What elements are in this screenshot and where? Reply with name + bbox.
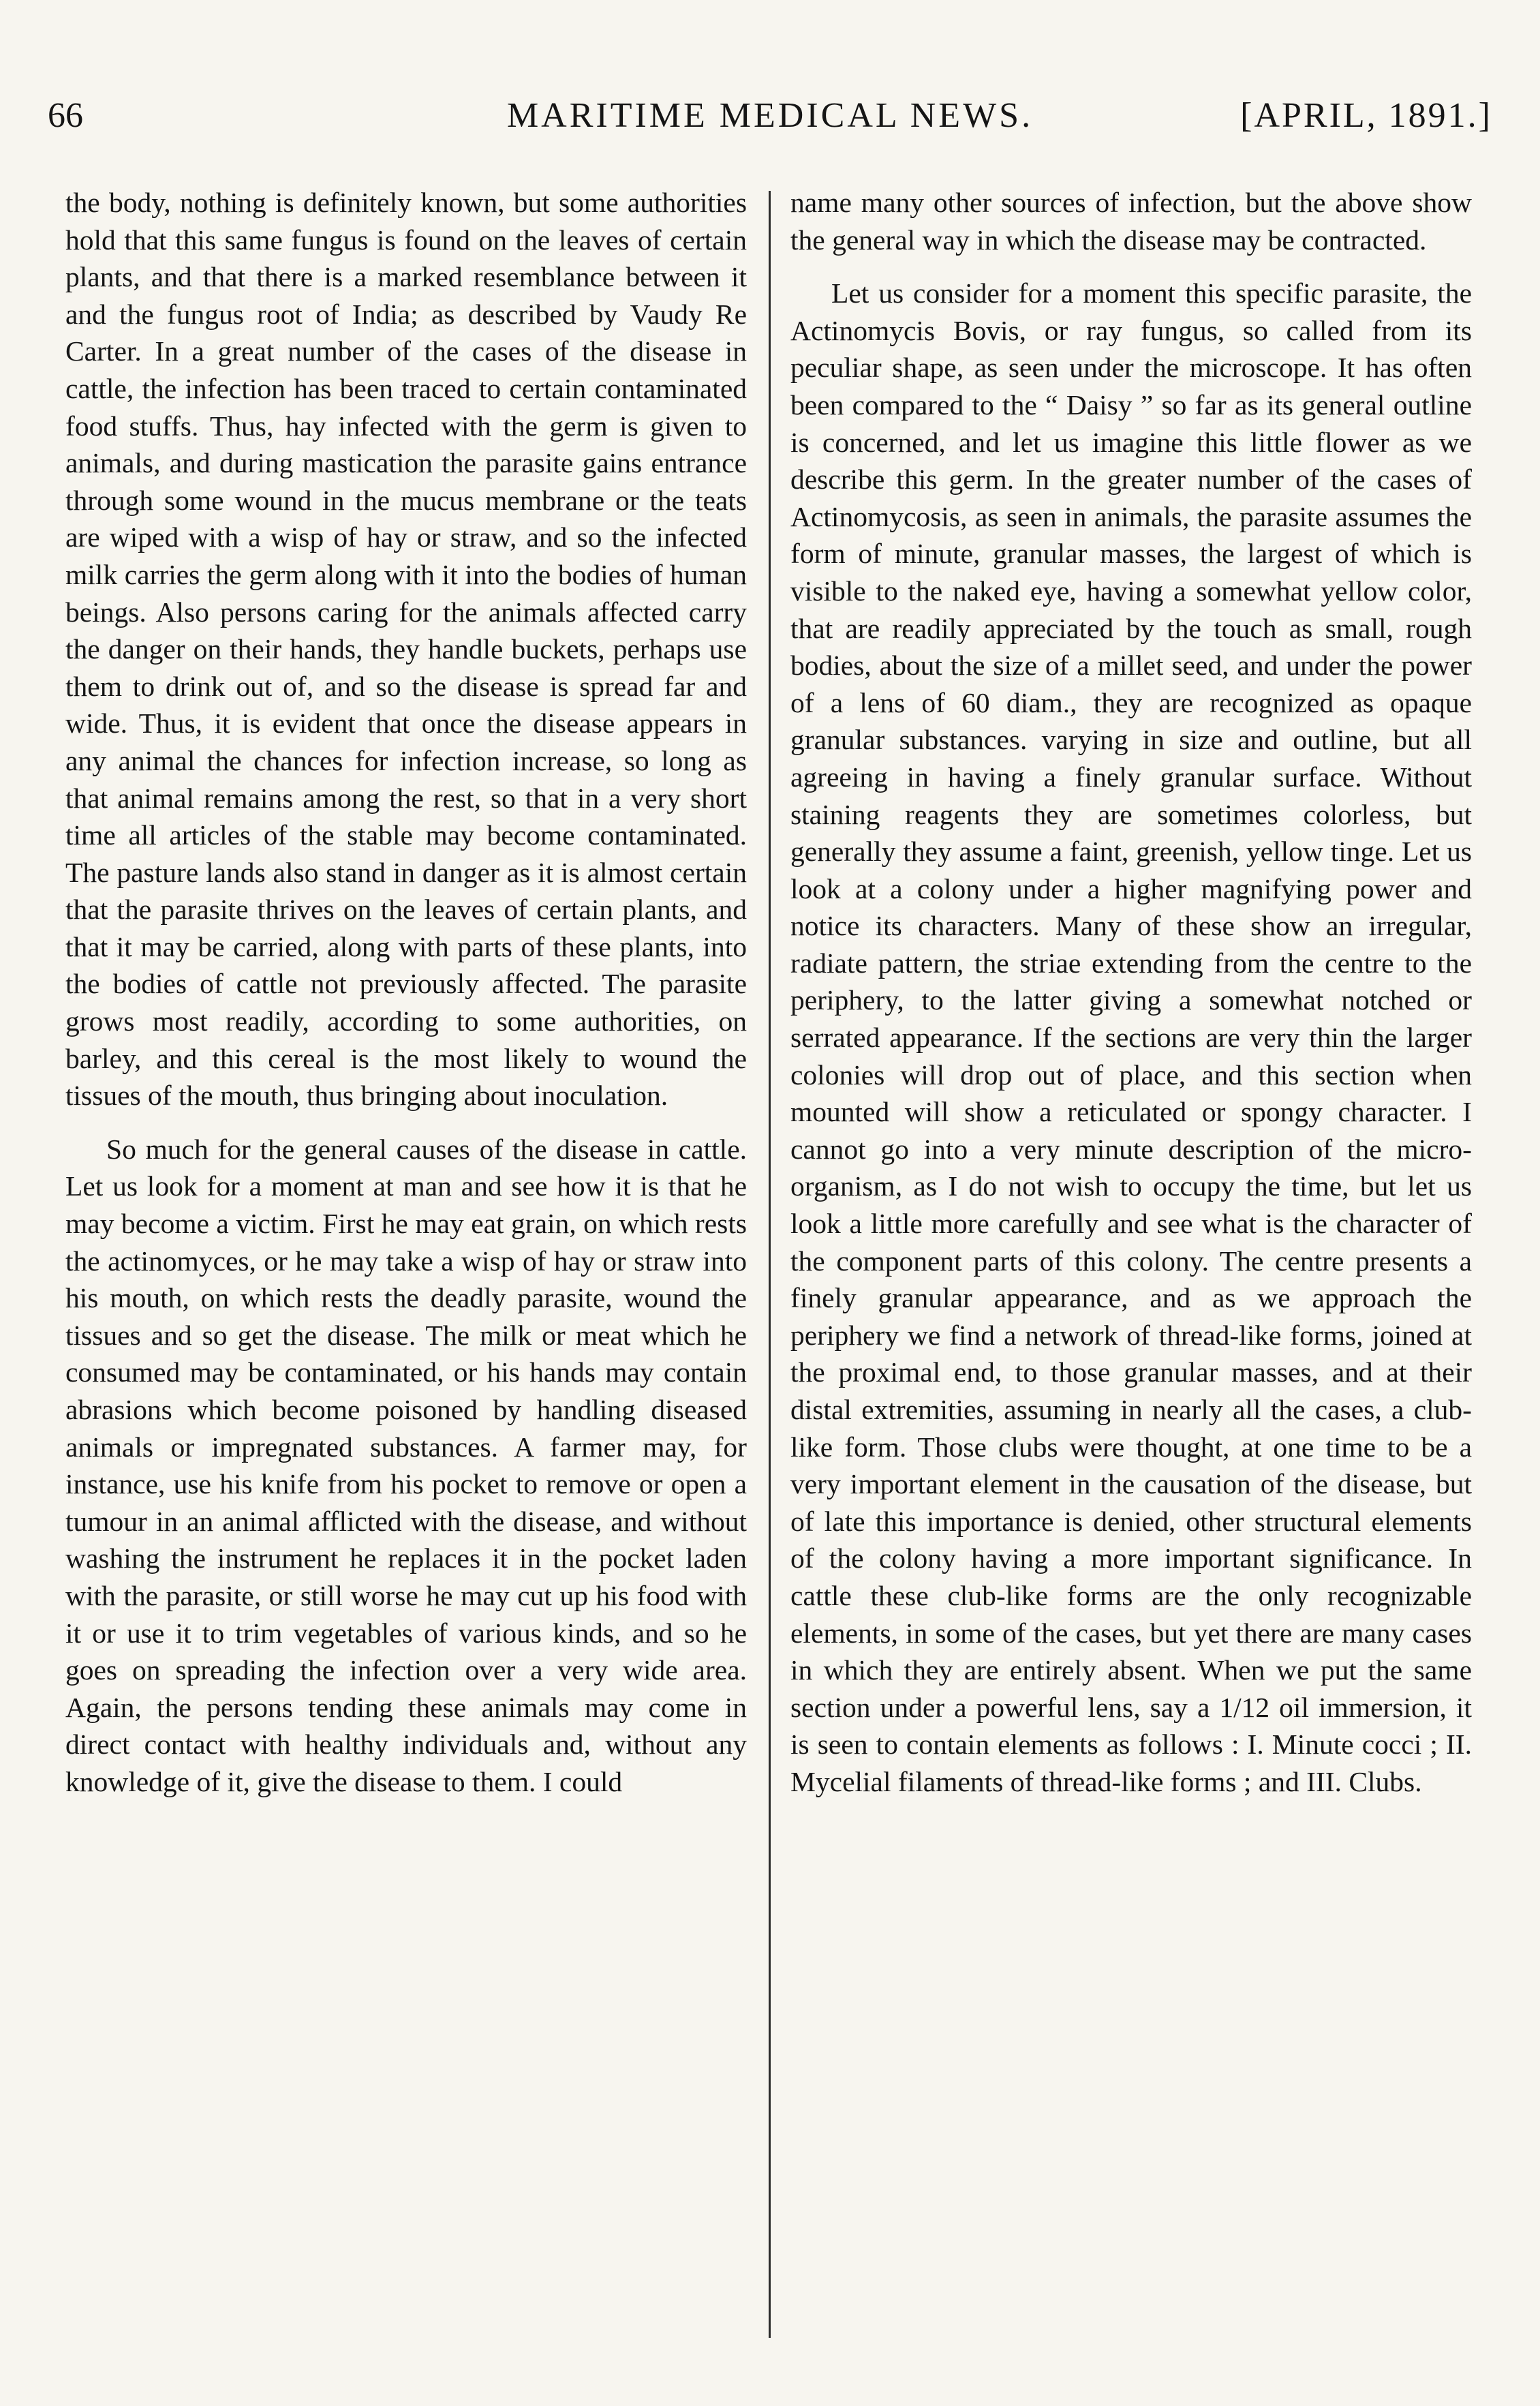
left-column: [65, 184, 747, 2351]
left-paragraph-1: the body, nothing is definitely known, but some authorities hold that this same fungus is found on the leaves of certain plants, and that there is a marked resemblance between it and the fungus root of India; as described by Vaudy Re Carter. In a great number of the cases of the disease in cattle, the infection has been traced to certain contaminated food stuffs. Thus, hay infected with the germ is given to animals, and during mastication the parasite gains entrance through some wound in the mucus membrane or the teats are wiped with a wisp of hay or straw, and so the infected milk carries the germ along with it into the bodies of human beings. Also persons caring for the animals affected carry the danger on their hands, they handle buckets, perhaps use them to drink out of, and so the disease is spread far and wide. Thus, it is evident that once the disease appears in any animal the chances for infection increase, so long as that animal remains among the rest, so that in a very short time all articles of the stable may become contaminated. The pasture lands also stand in danger as it is almost certain that the parasite thrives on the leaves of certain plants, and that it may be carried, along with parts of these plants, into the bodies of cattle not previously affected. The parasite grows most readily, according to some authorities, on barley, and this cereal is the most likely to wound the tissues of the mouth, thus bringing about inoculation.: [65, 187, 747, 1112]
right-paragraph-1: name many other sources of infection, but the above show the general way in which the disease may be contracted.: [790, 187, 1472, 256]
page-number: 66: [48, 96, 83, 135]
page-header: [48, 95, 1492, 157]
journal-title: MARITIME MEDICAL NEWS.: [506, 96, 1034, 135]
right-column: [790, 184, 1472, 2351]
right-paragraph-2: Let us consider for a moment this specific parasite, the Actinomycis Bovis, or ray fungus, so called from its peculiar shape, as seen under the microscope. It has often been compared to the “ Daisy ” so far as its general outline is concerned, and let us imagine this little flower as we describe this germ. In the greater number of the cases of Actinomycosis, as seen in animals, the parasite assumes the form of minute, granular masses, the largest of which is visible to the naked eye, having a somewhat yellow color, that are readily appreciated by the touch as small, rough bodies, about the size of a millet seed, and under the power of a lens of 60 diam., they are recognized as opaque granular substances. varying in size and outline, but all agreeing in having a finely granular surface. Without staining reagents they are sometimes colorless, but generally they assume a faint, greenish, yellow tinge. Let us look at a colony under a higher magnifying power and notice its characters. Many of these show an irregular, radiate pattern, the striae extending from the centre to the periphery, to the latter giving a somewhat notched or serrated appearance. If the sections are very thin the larger colonies will drop out of place, and this section when mounted will show a reticulated or spongy character. I cannot go into a very minute description of the micro-organism, as I do not wish to occupy the time, but let us look a little more carefully and see what is the character of the component parts of this colony. The centre presents a finely granular appearance, and as we approach the periphery we find a network of thread-like forms, joined at the proximal end, to those granular masses, and at their distal extremities, assuming in nearly all the cases, a club-like form. Those clubs were thought, at one time to be a very important element in the causation of the disease, but of late this importance is denied, other structural elements of the colony having a more important significance. In cattle these club-like forms are the only recognizable elements, in some of the cases, but yet there are many cases in which they are entirely absent. When we put the same section under a powerful lens, say a 1/12 oil immersion, it is seen to contain elements as follows : I. Minute cocci ; II. Mycelial filaments of thread-like forms ; and III. Clubs.: [790, 277, 1472, 1797]
issue-date: [APRIL, 1891.]: [1240, 96, 1492, 135]
column-divider: [769, 191, 771, 2338]
left-paragraph-2: So much for the general causes of the disease in cattle. Let us look for a moment at man and see how it is that he may become a victim. First he may eat grain, on which rests the actinomyces, or he may take a wisp of hay or straw into his mouth, on which rests the deadly parasite, wound the tissues and so get the disease. The milk or meat which he consumed may be contaminated, or his hands may contain abrasions which become poisoned by handling diseased animals or impregnated substances. A farmer may, for instance, use his knife from his pocket to remove or open a tumour in an animal afflicted with the disease, and without washing the instrument he replaces it in the pocket laden with the parasite, or still worse he may cut up his food with it or use it to trim vegetables of various kinds, and so he goes on spreading the infection over a very wide area. Again, the persons tending these animals may come in direct contact with healthy individuals and, without any knowledge of it, give the disease to them. I could: [65, 1133, 747, 1797]
